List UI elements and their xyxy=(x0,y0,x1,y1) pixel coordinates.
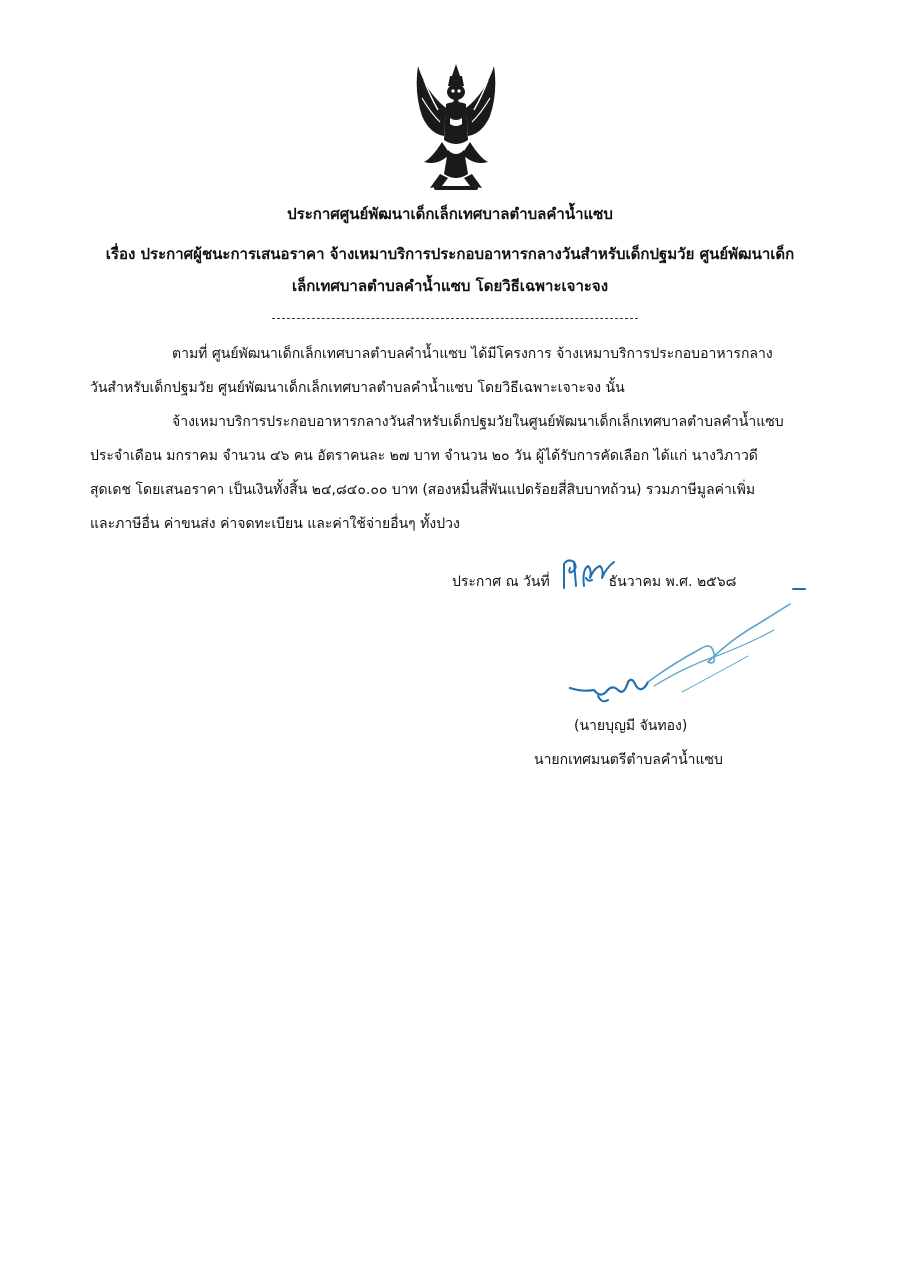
subject-line-1: เรื่อง ประกาศผู้ชนะการเสนอราคา จ้างเหมาบริการประกอบอาหารกลางวันสำหรับเด็กปฐมวัย ศูนย์พัฒนาเด็ก xyxy=(105,245,795,263)
date-prefix: ประกาศ ณ วันที่ xyxy=(452,574,550,590)
paragraph-2-line-3: สุดเดช โดยเสนอราคา เป็นเงินทั้งสิ้น ๒๔,๘๔๐.๐๐ บาท (สองหมื่นสี่พันแปดร้อยสี่สิบบาทถ้วน) รวมภาษีมูลค่าเพิ่ม xyxy=(90,482,756,498)
paragraph-1-line-2: วันสำหรับเด็กปฐมวัย ศูนย์พัฒนาเด็กเล็กเทศบาลตำบลคำน้ำแซบ โดยวิธีเฉพาะเจาะจง นั้น xyxy=(90,380,625,396)
paragraph-2-line-1: จ้างเหมาบริการประกอบอาหารกลางวันสำหรับเด็กปฐมวัยในศูนย์พัฒนาเด็กเล็กเทศบาลตำบลคำน้ำแซบ xyxy=(172,414,784,430)
paragraph-1-line-1: ตามที่ ศูนย์พัฒนาเด็กเล็กเทศบาลตำบลคำน้ำแซบ ได้มีโครงการ จ้างเหมาบริการประกอบอาหารกลาง xyxy=(172,346,773,362)
handwritten-signature xyxy=(562,596,794,716)
paragraph-2-line-2: ประจำเดือน มกราคม จำนวน ๔๖ คน อัตราคนละ ๒๗ บาท จำนวน ๒๐ วัน ผู้ได้รับการคัดเลือก ได้แก่ นางวิภาวดี xyxy=(90,448,758,464)
announcement-title: ประกาศศูนย์พัฒนาเด็กเล็กเทศบาลตำบลคำน้ำแซบ xyxy=(287,205,613,223)
signer-name: (นายบุญมี จันทอง) xyxy=(574,718,688,734)
handwritten-day-number xyxy=(558,556,616,590)
divider-line xyxy=(272,318,638,319)
signer-title: นายกเทศมนตรีตำบลคำน้ำแซบ xyxy=(534,752,723,768)
ink-mark xyxy=(792,586,806,592)
date-suffix: ธันวาคม พ.ศ. ๒๕๖๘ xyxy=(608,574,737,590)
garuda-emblem-icon xyxy=(412,62,500,194)
subject-line-2: เล็กเทศบาลตำบลคำน้ำแซบ โดยวิธีเฉพาะเจาะจง xyxy=(291,277,609,295)
paragraph-2-line-4: และภาษีอื่น ค่าขนส่ง ค่าจดทะเบียน และค่าใช้จ่ายอื่นๆ ทั้งปวง xyxy=(90,516,460,532)
